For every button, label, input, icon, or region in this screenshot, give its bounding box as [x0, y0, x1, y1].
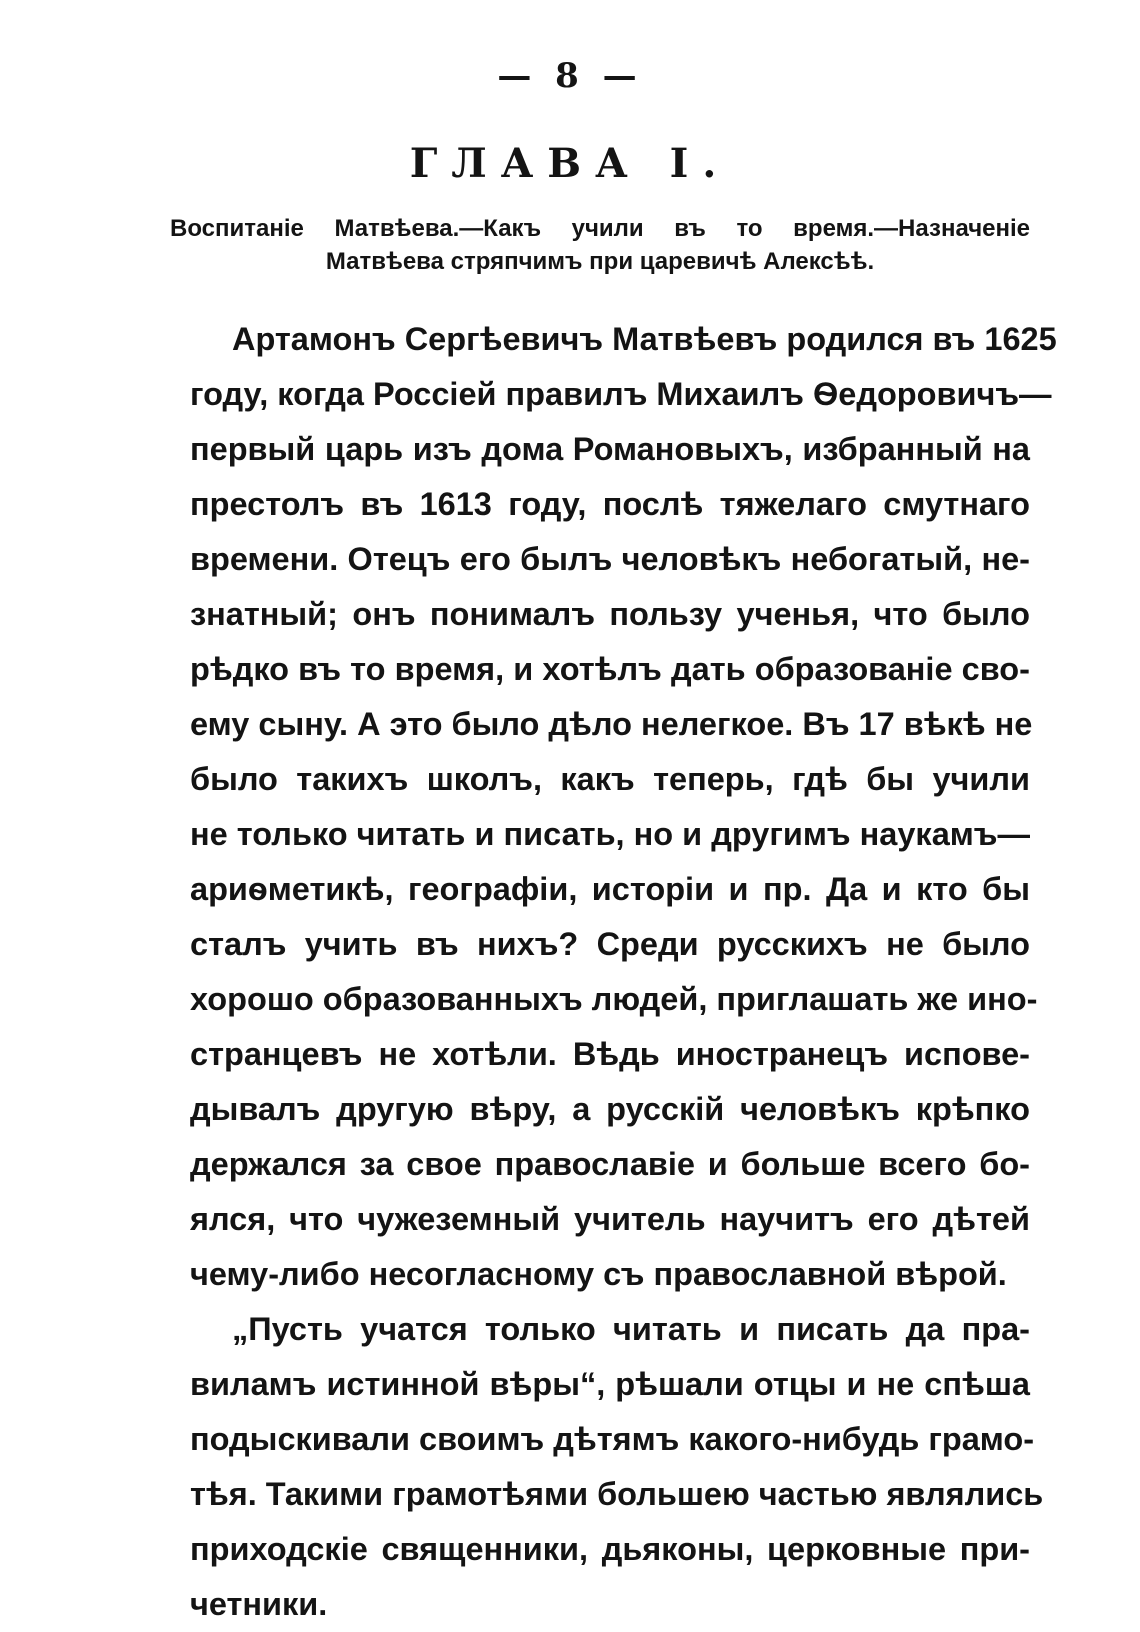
text-line: хорошо образованныхъ людей, приглашать же ино-	[190, 981, 1038, 1017]
text-line: дывалъ другую вѣру, а русскій человѣкъ крѣпко	[190, 1091, 1030, 1127]
chapter-title: ГЛАВА I.	[409, 140, 731, 187]
text-line: году, когда Россіей правилъ Михаилъ Ѳедоровичъ—	[190, 376, 1052, 412]
text-line: странцевъ не хотѣли. Вѣдь иностранецъ испове-	[190, 1036, 1030, 1072]
text-line: виламъ истинной вѣры“, рѣшали отцы и не спѣша	[190, 1366, 1030, 1402]
text-line: сталъ учить въ нихъ? Среди русскихъ не было	[190, 926, 1030, 962]
summary-line: Воспитаніе Матвѣева.—Какъ учили въ то время.—Назначеніе	[170, 215, 1030, 242]
text-line: чему-либо несогласному съ православной вѣрой.	[190, 1256, 1007, 1292]
body-text	[190, 312, 1057, 1632]
text-line: ему сыну. А это было дѣло нелегкое. Въ 17 вѣкѣ не	[190, 706, 1033, 742]
text-line: первый царь изъ дома Романовыхъ, избранный на	[190, 431, 1030, 467]
text-line: подыскивали своимъ дѣтямъ какого-нибудь грамо-	[190, 1421, 1035, 1457]
summary-line: Матвѣева стряпчимъ при царевичѣ Алексѣѣ.	[325, 248, 875, 275]
text-line: не только читать и писать, но и другимъ наукамъ—	[190, 816, 1030, 852]
chapter-summary	[170, 212, 1030, 278]
text-line: Артамонъ Сергѣевичъ Матвѣевъ родился въ 1625	[232, 321, 1057, 357]
text-line: держался за свое православіе и больше всего бо-	[190, 1146, 1030, 1182]
page-number: — 8 —	[497, 56, 643, 96]
paragraph	[190, 1302, 1044, 1632]
text-line: ариѳметикѣ, географіи, исторіи и пр. Да и кто бы	[190, 871, 1030, 907]
text-line: четники.	[190, 1586, 328, 1622]
text-line: „Пусть учатся только читать и писать да пра-	[232, 1311, 1030, 1347]
text-line: знатный; онъ понималъ пользу ученья, что было	[190, 596, 1030, 632]
text-line: было такихъ школъ, какъ теперь, гдѣ бы учили	[190, 761, 1030, 797]
text-line: приходскіе священники, дьяконы, церковные при-	[190, 1531, 1030, 1567]
text-line: рѣдко въ то время, и хотѣлъ дать образованіе сво-	[190, 651, 1030, 687]
text-line: ялся, что чужеземный учитель научитъ его дѣтей	[190, 1201, 1030, 1237]
paragraph	[190, 312, 1057, 1302]
text-line: тѣя. Такими грамотѣями большею частью являлись	[190, 1476, 1044, 1512]
text-line: престолъ въ 1613 году, послѣ тяжелаго смутнаго	[190, 486, 1030, 522]
text-line: времени. Отецъ его былъ человѣкъ небогатый, не-	[190, 541, 1030, 577]
